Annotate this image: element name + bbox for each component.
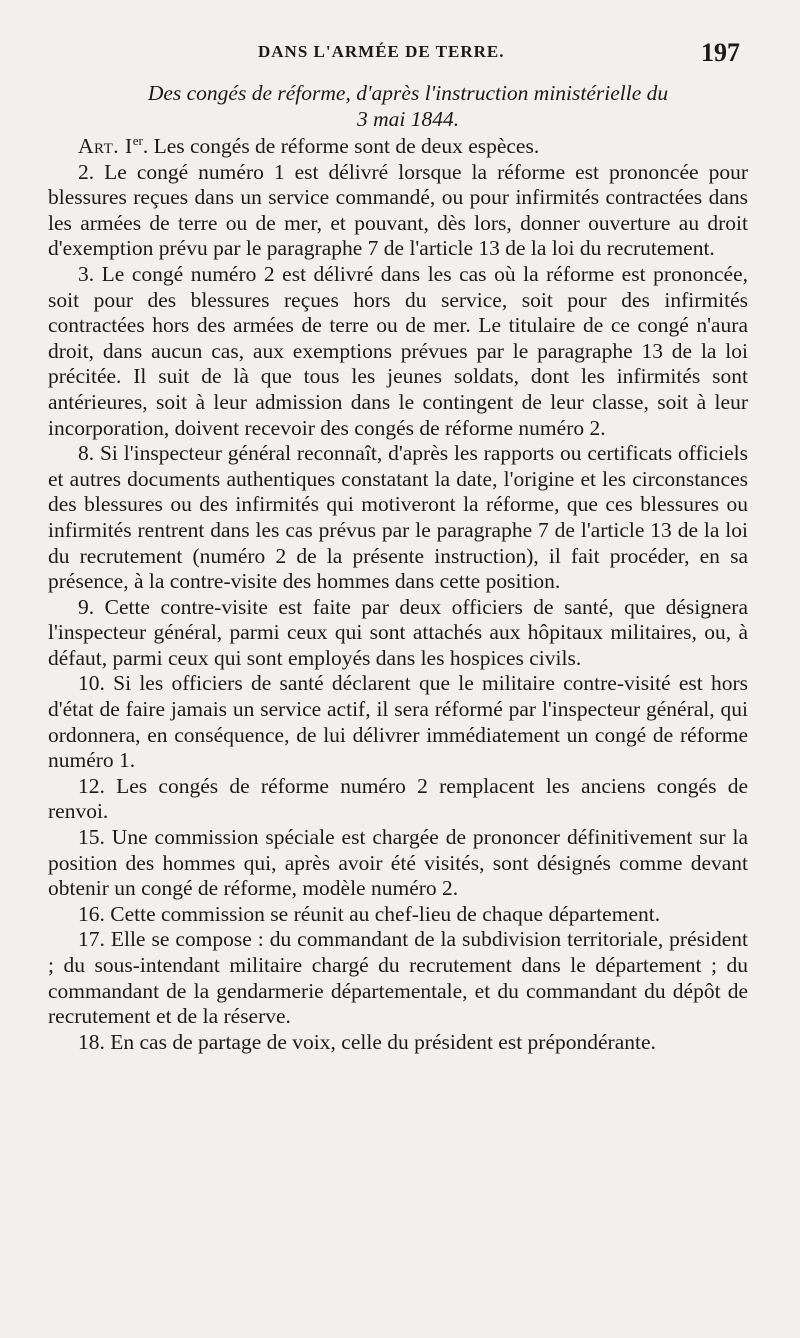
paragraph-16: 16. Cette commission se réunit au chef-lieu de chaque département. xyxy=(78,901,661,926)
paragraph-3: 3. Le congé numéro 2 est délivré dans les cas où la réforme est prononcée, soit pour des blessures reçues hors du service, soit pour des infirmités contractées hors des armées de terre ou de mer. Le titulaire de ce congé n'aura droit, dans aucun cas, aux exemptions prévues par le paragraphe 13 de la loi précitée. Il suit de là que tous les jeunes soldats, dont les infirmités sont antérieures, soit à leur admission dans le contingent de leur classe, soit à leur incorporation, doivent recevoir des congés de réforme numéro 2. xyxy=(48,261,748,440)
paragraph-8: 8. Si l'inspecteur général reconnaît, d'après les rapports ou certificats officiels et autres documents authentiques constatant la date, l'origine et les circonstances des blessures ou des infirmités qui motiveront la réforme, que ces blessures ou infirmités rentrent dans les cas prévus par le paragraphe 7 de l'article 13 de la loi du recrutement (numéro 2 de la présente instruction), il fait procéder, en sa présence, à la contre-visite des hommes dans cette position. xyxy=(48,441,748,594)
section-title-line-1: Des congés de réforme, d'après l'instruction ministérielle du xyxy=(147,81,669,105)
paragraph-10: 10. Si les officiers de santé déclarent que le militaire contre-visité est hors d'état de faire jamais un service actif, il sera réformé par l'inspecteur général, qui ordonnera, en conséquence, de lui délivrer immédiatement un congé de réforme numéro 1. xyxy=(48,671,748,773)
article-label-sup: er xyxy=(132,132,143,148)
running-head xyxy=(48,30,748,72)
section-title-line-2: 3 mai 1844. xyxy=(356,107,460,131)
section-title xyxy=(88,80,728,132)
article-label: Art. I xyxy=(78,134,133,158)
paragraph-12: 12. Les congés de réforme numéro 2 remplacent les anciens congés de renvoi. xyxy=(48,773,748,824)
page-number: 197 xyxy=(701,38,740,67)
paragraph-18: 18. En cas de partage de voix, celle du président est prépondérante. xyxy=(78,1029,656,1054)
text-body xyxy=(48,134,748,1055)
paragraph-9: 9. Cette contre-visite est faite par deux officiers de santé, que désignera l'inspecteur général, parmi ceux qui sont attachés aux hôpitaux militaires, ou, à défaut, parmi ceux qui sont employés dans les hospices civils. xyxy=(48,594,748,670)
article-1-text: . Les congés de réforme sont de deux espèces. xyxy=(142,134,540,158)
paragraph-17: 17. Elle se compose : du commandant de la subdivision territoriale, président ; du sous-intendant militaire chargé du recrutement dans le département ; du commandant de la gendarmerie départementale, et du commandant du dépôt de recrutement et de la réserve. xyxy=(48,927,748,1029)
paragraph-2: 2. Le congé numéro 1 est délivré lorsque la réforme est prononcée pour blessures reçues dans un service commandé, ou pour infirmités contractées dans les armées de terre ou de mer, et pouvant, dès lors, donner ouverture au droit d'exemption prévu par le paragraphe 7 de l'article 13 de la loi du recrutement. xyxy=(48,159,748,261)
article-1 xyxy=(48,134,748,160)
book-page xyxy=(48,30,748,1310)
running-title: DANS L'ARMÉE DE TERRE. xyxy=(258,42,505,61)
paragraph-15: 15. Une commission spéciale est chargée de prononcer définitivement sur la position des hommes qui, après avoir été visités, sont désignés comme devant obtenir un congé de réforme, modèle numéro 2. xyxy=(48,825,748,901)
